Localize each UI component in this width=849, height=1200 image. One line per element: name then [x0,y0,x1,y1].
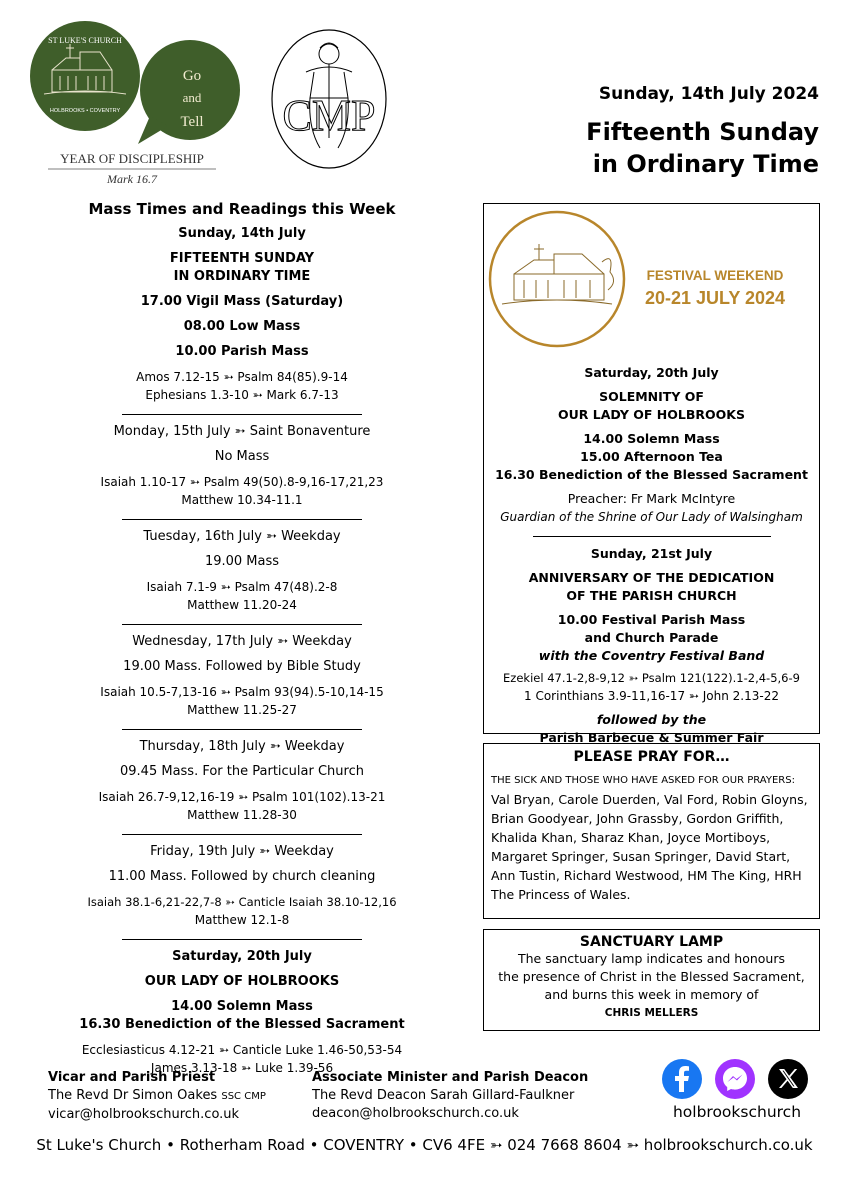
sunday-mass-1: 17.00 Vigil Mass (Saturday) [140,294,344,309]
bubble-and: and [182,90,202,105]
vicar-email[interactable]: vicar@holbrookschurch.co.uk [48,1107,240,1122]
sunday-reading-2: Ephesians 1.3-10 ➳ Mark 6.7-13 [145,388,339,402]
saturday-date: Saturday, 20th July [172,949,312,964]
deacon-contact [312,1069,588,1123]
go-and-tell-logo [30,18,250,183]
deacon-title: Associate Minister and Parish Deacon [312,1070,589,1085]
vicar-contact [48,1069,266,1124]
bubble-go: Go [182,68,202,84]
fest-sat-mass-1: 14.00 Solemn Mass [583,431,720,446]
festival-dates: 20-21 JULY 2024 [644,288,786,308]
fest-sat-mass-3: 16.30 Benediction of the Blessed Sacrament [495,467,808,482]
fest-sat-name-2: OUR LADY OF HOLBROOKS [558,407,745,422]
mass-times-column [30,200,454,1077]
fest-sun-reading-2: 1 Corinthians 3.9-11,16-17 ➳ John 2.13-22 [524,689,779,703]
vicar-title: Vicar and Parish Priest [48,1070,216,1085]
festival-badge [484,204,819,354]
day-title: Thursday, 18th July ➳ Weekday [139,739,345,754]
fest-sun-date: Sunday, 21st July [590,546,713,561]
bubble-tell: Tell [180,114,204,130]
fest-sun-name-1: ANNIVERSARY OF THE DEDICATION [528,570,775,585]
pray-lead: THE SICK AND THOSE WHO HAVE ASKED FOR OUR PRAYERS: [491,775,795,786]
church-address-line: St Luke's Church • Rotherham Road • COVENTRY • CV6 4FE ➳ 024 7668 8604 ➳ holbrookschurch.co.uk [36,1136,813,1154]
followed-by: followed by the [596,712,707,727]
deacon-name: The Revd Deacon Sarah Gillard-Faulkner [312,1088,575,1103]
cmp-logo [270,28,388,170]
cmp-letters: CMP [282,91,376,140]
day-reading-2: Matthew 12.1-8 [194,913,290,927]
day-reading-2: Matthew 10.34-11.1 [181,493,303,507]
day-mass: 09.45 Mass. For the Particular Church [120,764,364,779]
saturday-mass-2: 16.30 Benediction of the Blessed Sacrament [79,1017,405,1032]
lamp-heading: SANCTUARY LAMP [579,934,724,950]
sunday-reading-1: Amos 7.12-15 ➳ Psalm 84(85).9-14 [136,370,348,384]
day-reading-1: Isaiah 38.1-6,21-22,7-8 ➳ Canticle Isaiah 38.10-12,16 [87,895,397,909]
saturday-reading-1: Ecclesiasticus 4.12-21 ➳ Canticle Luke 1.46-50,53-54 [81,1043,403,1057]
vicar-suffix: SSC CMP [221,1091,266,1102]
pray-names: Val Bryan, Carole Duerden, Val Ford, Robin Gloyns, Brian Goodyear, John Grassby, Gordon Griffith, Khalida Khan, Sharaz Khan, Joyce Mortiboys, Margaret Springer, Susan Springer, David Start, Ann Tustin, Richard Westwood, HM The King, HRH The Princess of Wales. [491,792,808,902]
preacher-role: Guardian of the Shrine of Our Lady of Walsingham [500,510,803,524]
divider [533,536,771,537]
messenger-icon[interactable] [715,1059,755,1099]
sunday-title [586,116,819,180]
sunday-date: Sunday, 14th July 2024 [598,84,819,104]
x-icon[interactable] [768,1059,808,1099]
logo-circle-top: ST LUKE'S CHURCH [48,36,122,45]
day-mass: 19.00 Mass [204,554,280,569]
preacher: Preacher: Fr Mark McIntyre [567,491,736,506]
social-handle[interactable]: holbrookschurch [672,1103,802,1121]
fest-sun-mass-1: 10.00 Festival Parish Mass [557,612,746,627]
day-title: Tuesday, 16th July ➳ Weekday [143,529,341,544]
sunday-date-line: Sunday, 14th July [178,226,306,241]
bible-reference: Mark 16.7 [107,172,157,183]
festival-weekend-box [483,203,820,745]
divider [122,519,362,520]
day-reading-2: Matthew 11.28-30 [187,808,297,822]
day-title: Monday, 15th July ➳ Saint Bonaventure [113,424,371,439]
please-pray-box [483,743,820,919]
day-mass: 11.00 Mass. Followed by church cleaning [108,869,376,884]
day-mass: No Mass [214,449,270,464]
day-title: Wednesday, 17th July ➳ Weekday [132,634,352,649]
divider [122,729,362,730]
day-mass: 19.00 Mass. Followed by Bible Study [123,659,361,674]
lamp-memorial-name: CHRIS MELLERS [604,1007,699,1019]
social-links [662,1059,812,1121]
day-reading-1: Isaiah 26.7-9,12,16-19 ➳ Psalm 101(102).13-21 [98,790,386,804]
sunday-name-1: FIFTEENTH SUNDAY [169,251,315,266]
title-line-2: in Ordinary Time [592,150,819,178]
year-of-discipleship: YEAR OF DISCIPLESHIP [60,151,204,166]
divider [122,939,362,940]
saturday-mass-1: 14.00 Solemn Mass [171,999,313,1014]
mass-times-heading: Mass Times and Readings this Week [88,200,396,218]
sunday-mass-2: 08.00 Low Mass [183,319,301,334]
saturday-reading-2: James 3.13-18 ➳ Luke 1.39-56 [150,1061,334,1075]
fest-sun-reading-1: Ezekiel 47.1-2,8-9,12 ➳ Psalm 121(122).1-2,4-5,6-9 [503,671,800,685]
day-reading-1: Isaiah 7.1-9 ➳ Psalm 47(48).2-8 [146,580,338,594]
sunday-name-2: IN ORDINARY TIME [173,269,311,284]
pray-heading: PLEASE PRAY FOR… [573,749,730,765]
barbecue: Parish Barbecue & Summer Fair [539,730,764,745]
divider [122,624,362,625]
divider [122,414,362,415]
fest-sun-mass-2: and Church Parade [584,630,719,645]
sanctuary-lamp-box [483,929,820,1031]
festival-weekend-label: FESTIVAL WEEKEND [646,268,784,283]
day-title: Friday, 19th July ➳ Weekday [150,844,334,859]
title-line-1: Fifteenth Sunday [586,118,819,146]
fest-sat-mass-2: 15.00 Afternoon Tea [580,449,723,464]
deacon-email[interactable]: deacon@holbrookschurch.co.uk [312,1106,519,1121]
lamp-line-1: The sanctuary lamp indicates and honours [517,951,786,966]
fest-sun-band: with the Coventry Festival Band [538,648,765,663]
fest-sun-name-2: OF THE PARISH CHURCH [566,588,737,603]
saturday-name: OUR LADY OF HOLBROOKS [144,974,340,989]
parish-logo [30,18,250,183]
lamp-line-3: and burns this week in memory of [544,987,759,1002]
day-reading-2: Matthew 11.20-24 [187,598,297,612]
logo-circle-bottom: HOLBROOKS • COVENTRY [49,108,121,114]
vicar-name: The Revd Dr Simon Oakes [48,1088,218,1103]
day-reading-2: Matthew 11.25-27 [187,703,297,717]
facebook-icon[interactable] [662,1059,702,1099]
divider [122,834,362,835]
sunday-mass-3: 10.00 Parish Mass [175,344,309,359]
fest-sat-name-1: SOLEMNITY OF [599,389,704,404]
lamp-line-2: the presence of Christ in the Blessed Sacrament, [498,969,805,984]
fest-sat-date: Saturday, 20th July [584,365,719,380]
day-reading-1: Isaiah 10.5-7,13-16 ➳ Psalm 93(94).5-10,14-15 [100,685,384,699]
day-reading-1: Isaiah 1.10-17 ➳ Psalm 49(50).8-9,16-17,21,23 [100,475,384,489]
